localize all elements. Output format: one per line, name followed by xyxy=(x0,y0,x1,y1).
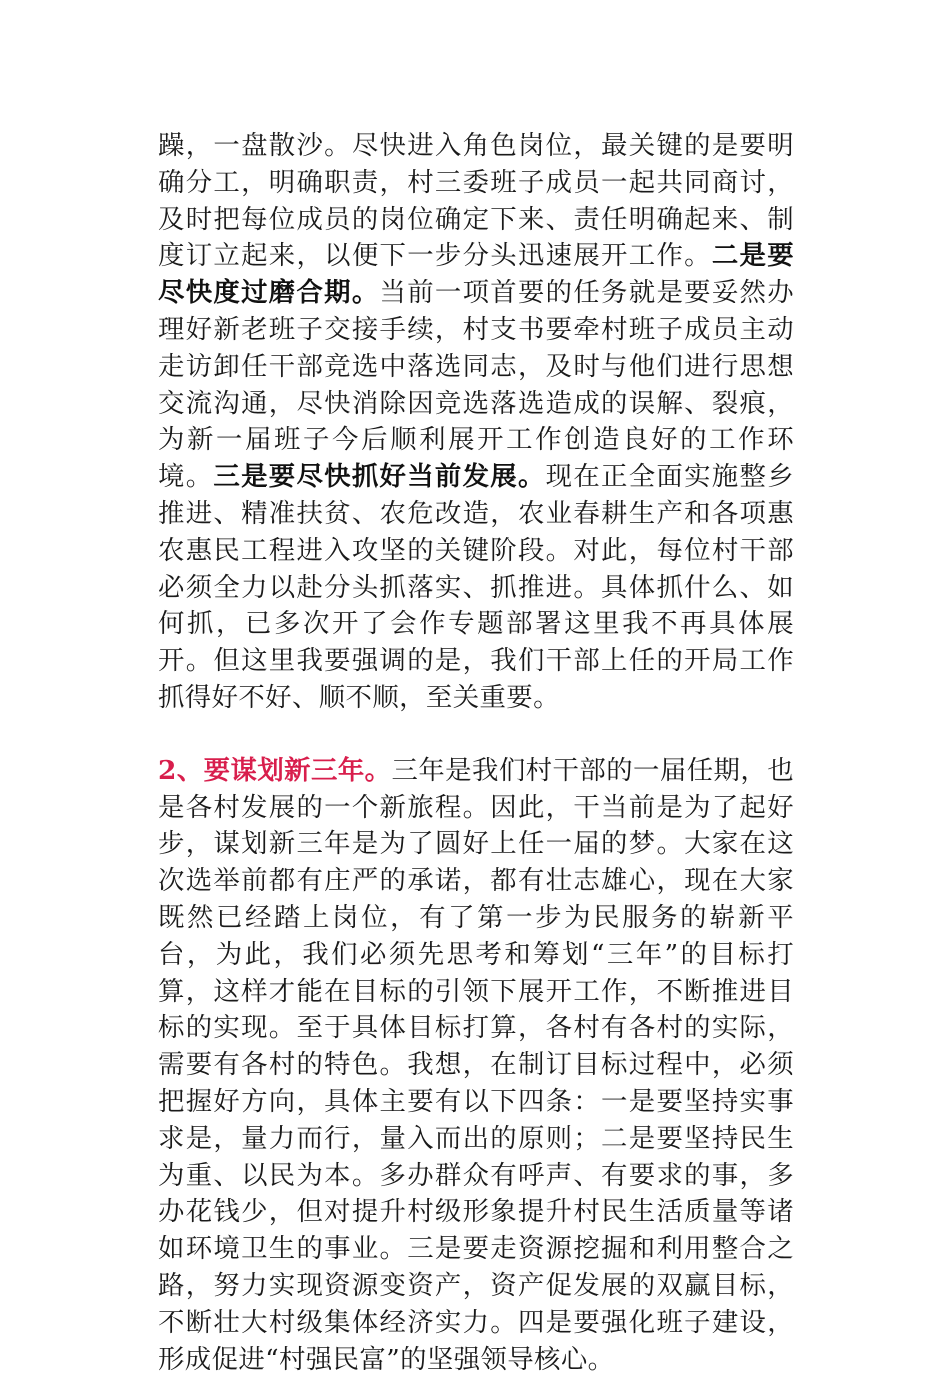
document-page xyxy=(158,128,794,1378)
paragraph-text: 当前一项首要的任务就是要妥然办理好新老班子交接手续，村支书要牵村班子成员主动走访卸任干部竞选中落选同志，及时与他们进行思想交流沟通，尽快消除因竞选落选造成的误解、裂痕，为新一届班子今后顺利展开工作创造良好的工作环境。 xyxy=(158,277,794,493)
bold-point-three: 三是要尽快抓好当前发展。 xyxy=(213,461,546,493)
paragraph-team-formation xyxy=(158,128,794,717)
paragraph-text: 三年是我们村干部的一届任期，也是各村发展的一个新旅程。因此，干当前是为了起好步，谋划新三年是为了圆好上任一届的梦。大家在这次选举前都有庄严的承诺，都有壮志雄心，现在大家既然已经踏上岗位，有了第一步为民服务的崭新平台，为此，我们必须先思考和筹划“三年”的目标打算，这样才能在目标的引领下展开工作，不断推进目标的实现。至于具体目标打算，各村有各村的实际，需要有各村的特色。我想，在制订目标过程中，必须把握好方向，具体主要有以下四条：一是要坚持实事求是，量力而行，量入而出的原则；二是要坚持民生为重、以民为本。多办群众有呼声、有要求的事，多办花钱少，但对提升村级形象提升村民生活质量等诸如环境卫生的事业。三是要走资源挖掘和利用整合之路，努力实现资源变资产，资产促发展的双赢目标，不断壮大村级集体经济实力。四是要强化班子建设，形成促进“村强民富”的坚强领导核心。 xyxy=(158,754,794,1375)
paragraph-three-year-plan xyxy=(158,753,794,1378)
paragraph-text: 躁，一盘散沙。尽快进入角色岗位，最关键的是要明确分工，明确职责，村三委班子成员一起共同商讨，及时把每位成员的岗位确定下来、责任明确起来、制度订立起来，以便下一步分头迅速展开工作。 xyxy=(158,130,794,272)
paragraph-text: 现在正全面实施整乡推进、精准扶贫、农危改造，农业春耕生产和各项惠农惠民工程进入攻坚的关键阶段。对此，每位村干部必须全力以赴分头抓落实、抓推进。具体抓什么、如何抓，已多次开了会作专题部署这里我不再具体展开。但这里我要强调的是，我们干部上任的开局工作抓得好不好、顺不顺，至关重要。 xyxy=(158,461,794,713)
bold-point-two: 二是要尽快度过磨合期。 xyxy=(158,240,795,309)
section-heading: 2、要谋划新三年。 xyxy=(158,754,392,786)
